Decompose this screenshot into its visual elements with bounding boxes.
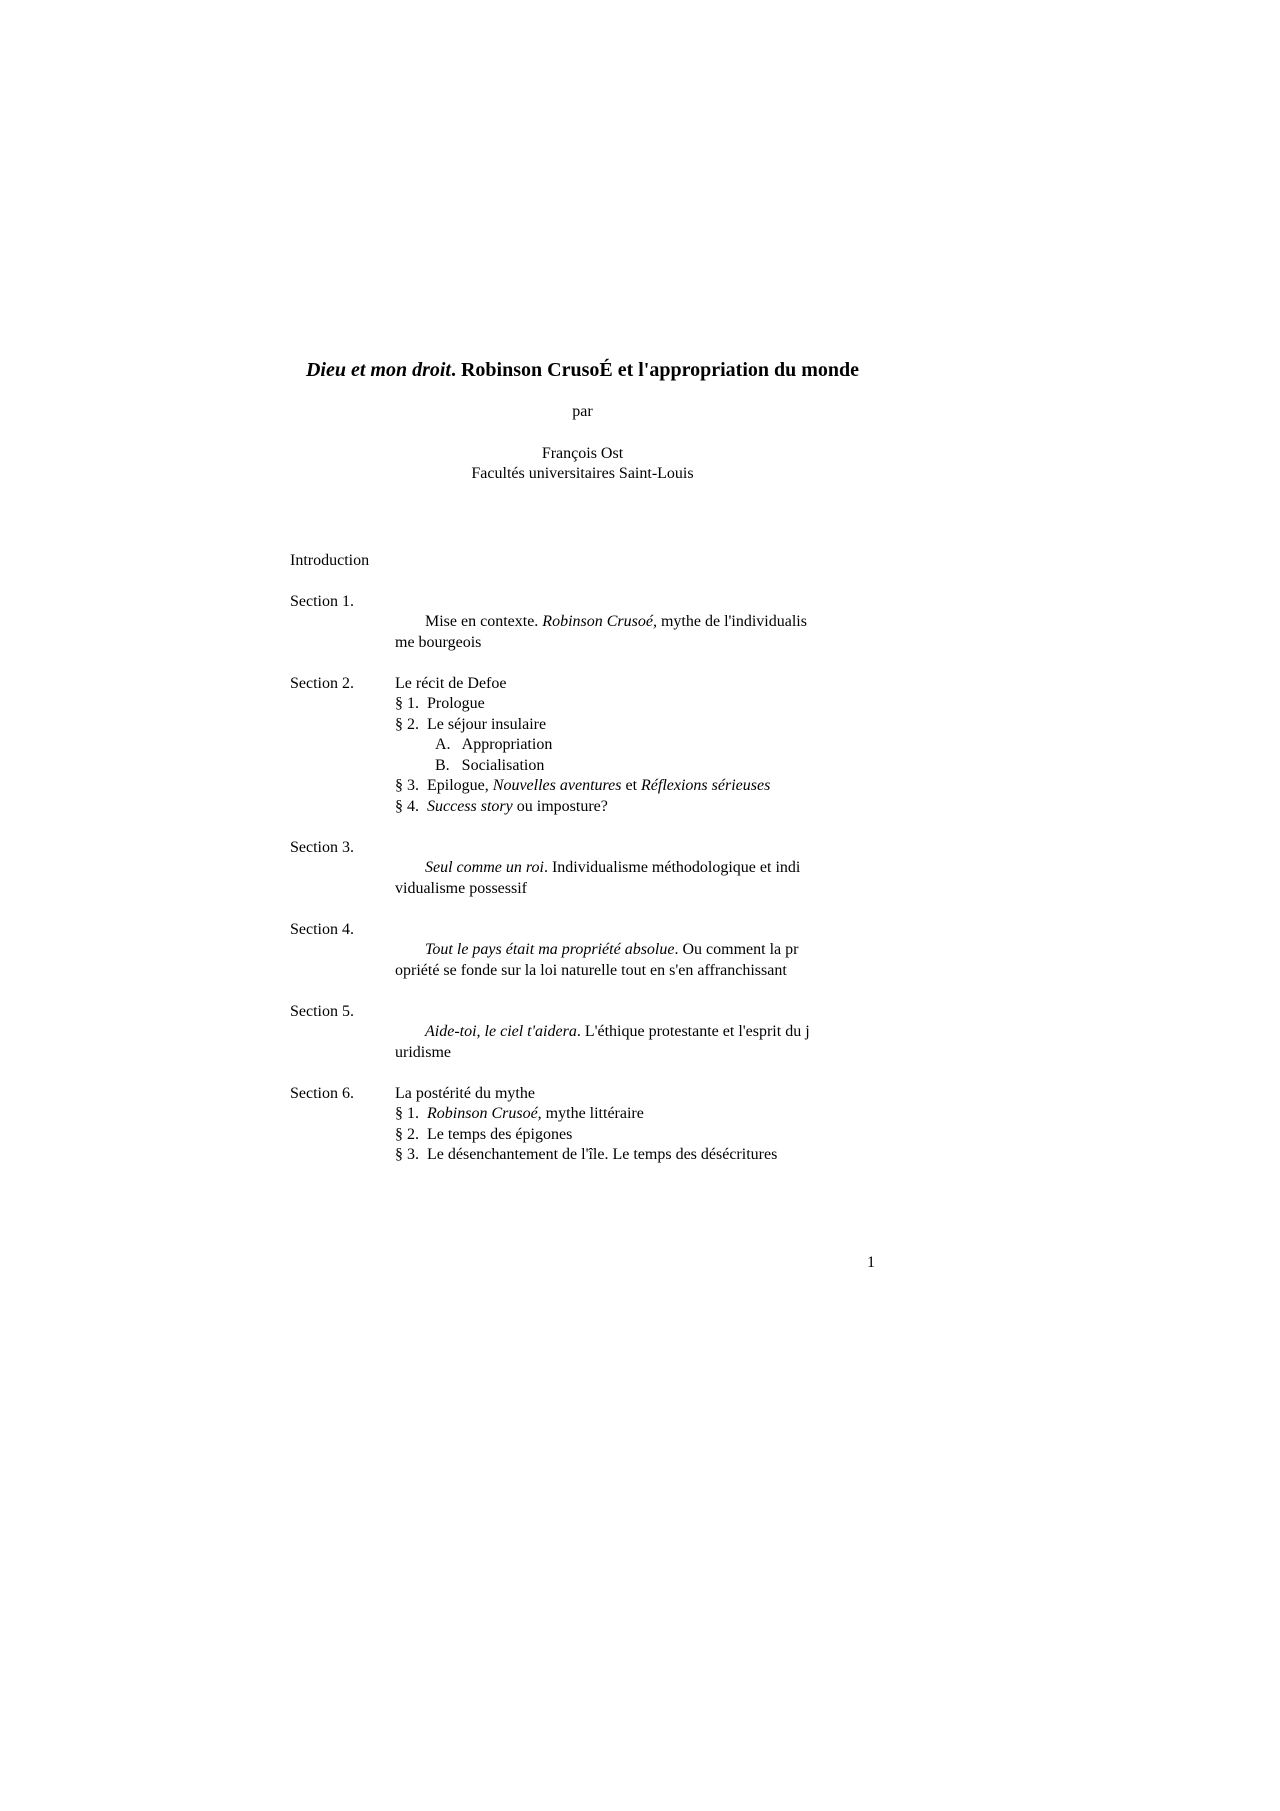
toc: [290, 551, 875, 1166]
toc-line: [395, 1043, 875, 1064]
text-segment: A. Appropriation: [435, 736, 553, 753]
text-segment: Success story: [427, 797, 513, 815]
text-segment: § 3. Epilogue,: [395, 777, 493, 794]
toc-row: [290, 1002, 875, 1064]
author-affiliation: Facultés universitaires Saint-Louis: [471, 465, 694, 482]
toc-line: [395, 715, 875, 736]
section-content: [395, 838, 875, 900]
byline: par: [572, 403, 593, 420]
text-segment: opriété se fonde sur la loi naturelle tout en s'en affranchissant: [395, 961, 787, 979]
toc-line: [395, 674, 875, 695]
text-segment: La postérité du mythe: [395, 1084, 535, 1102]
toc-line: [395, 735, 875, 756]
text-segment: Robinson Crusoé,: [542, 613, 657, 630]
section-label: Introduction: [290, 551, 370, 569]
text-segment: Robinson Crusoé,: [427, 1105, 542, 1122]
toc-line: [395, 879, 875, 900]
text-segment: . Ou comment la pr: [674, 941, 799, 958]
section-content: [395, 592, 875, 654]
section-content: [395, 1084, 875, 1166]
toc-line: [395, 1022, 875, 1043]
toc-line: [395, 776, 875, 797]
text-segment: mythe de l'individualis: [656, 613, 807, 630]
section-label: Section 3.: [290, 838, 354, 856]
text-segment: vidualisme possessif: [395, 879, 527, 897]
toc-line: [395, 858, 875, 879]
toc-line: [395, 1125, 875, 1146]
document-title: [290, 357, 875, 383]
toc-line: [395, 1084, 875, 1105]
text-segment: Dieu et mon droit: [305, 359, 451, 381]
text-segment: § 1. Prologue: [395, 695, 485, 712]
toc-line: [395, 961, 875, 982]
text-segment: Seul comme un roi: [425, 859, 544, 876]
toc-row: [290, 1084, 875, 1166]
toc-row: [290, 674, 875, 818]
section-label: Section 5.: [290, 1002, 354, 1020]
text-segment: Tout le pays était ma propriété absolue: [425, 941, 675, 958]
toc-row: [290, 920, 875, 982]
text-segment: . Individualisme méthodologique et indi: [543, 859, 801, 876]
text-segment: Aide-toi, le ciel t'aidera: [425, 1023, 577, 1040]
text-segment: § 4.: [395, 797, 427, 815]
section-label: Section 1.: [290, 592, 354, 610]
text-segment: § 2. Le temps des épigones: [395, 1125, 573, 1143]
text-segment: me bourgeois: [395, 633, 482, 651]
text-segment: § 1.: [395, 1105, 427, 1122]
toc-line: [395, 940, 875, 961]
text-segment: § 3. Le désenchantement de l'île. Le temps des désécritures: [395, 1146, 778, 1163]
text-segment: Réflexions sérieuses: [641, 777, 771, 794]
text-segment: uridisme: [395, 1043, 451, 1061]
toc-line: [395, 756, 875, 777]
toc-line: [395, 1145, 875, 1166]
text-segment: Mise en contexte.: [425, 613, 543, 630]
text-segment: . L'éthique protestante et l'esprit du j: [576, 1023, 810, 1040]
text-segment: Le récit de Defoe: [395, 674, 507, 692]
section-content: [395, 1002, 875, 1064]
toc-row: [290, 838, 875, 900]
toc-line: [395, 797, 875, 818]
author-name: François Ost: [541, 444, 624, 462]
text-segment: ou imposture?: [512, 797, 608, 815]
text-segment: Nouvelles aventures: [492, 777, 622, 794]
toc-line: [395, 694, 875, 715]
toc-line: [395, 1104, 875, 1125]
section-label: Section 6.: [290, 1084, 354, 1102]
text-segment: . Robinson CrusoÉ et l'appropriation du monde: [450, 359, 860, 381]
section-label: Section 4.: [290, 920, 354, 938]
text-segment: § 2. Le séjour insulaire: [395, 715, 547, 733]
section-content: [395, 920, 875, 982]
toc-line: [395, 612, 875, 633]
page-content: [290, 357, 875, 1186]
section-content: [395, 674, 875, 818]
text-segment: mythe littéraire: [541, 1105, 644, 1122]
text-segment: B. Socialisation: [435, 756, 545, 774]
toc-row: [290, 592, 875, 654]
toc-row: [290, 551, 875, 572]
toc-line: [395, 633, 875, 654]
text-segment: et: [621, 777, 642, 794]
page-number: 1: [867, 1254, 875, 1271]
author-block: [290, 444, 875, 485]
section-label: Section 2.: [290, 674, 354, 692]
section-content: [395, 551, 875, 572]
